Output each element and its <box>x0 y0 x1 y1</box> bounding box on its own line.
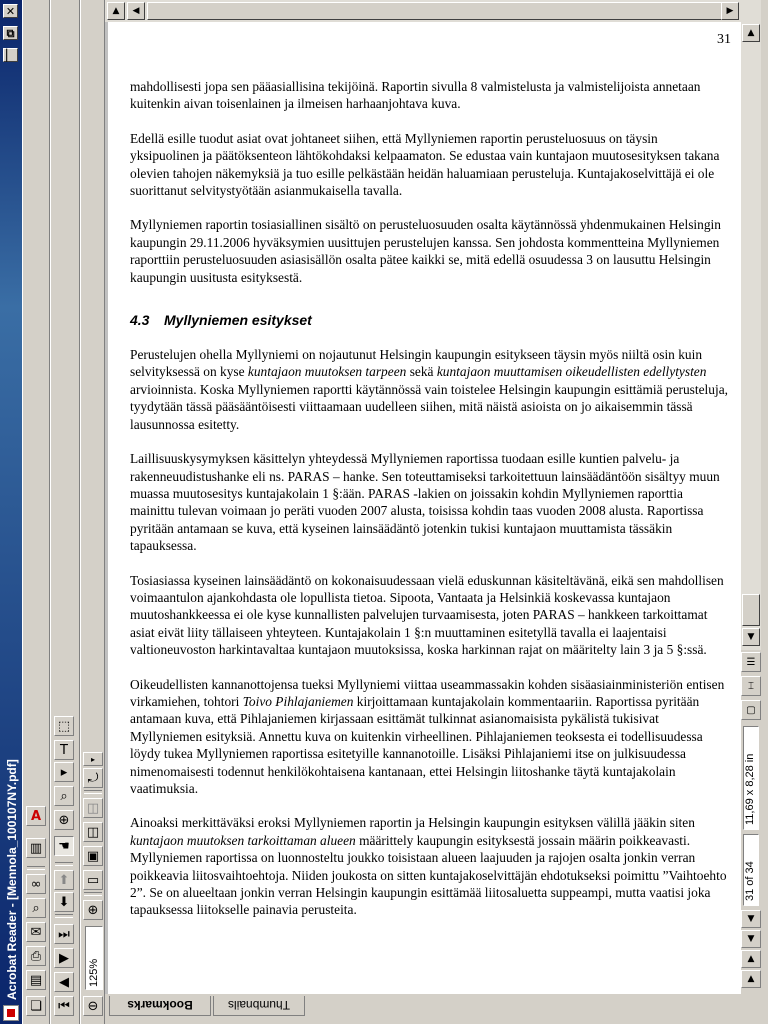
acrobat-logo-icon[interactable]: A <box>26 806 46 826</box>
page-number: 31 <box>717 32 731 47</box>
italic-run: Toivo Pihlajaniemen <box>242 693 354 709</box>
zoom-dropdown-arrow-icon[interactable]: ▸ <box>54 762 74 782</box>
paragraph: Edellä esille tuodut asiat ovat johtaneet siihen, että Myllyniemen raportin perusteluosuus on täysin yksipuolinen ja päätöksenteon lähtökohdaksi kelpaamaton. Se edustaa vain kuntajaon muutosesityksen takana olevien tahojen näkemyksiä ja tuo esille pelkästään heidän haluamiaan perusteluja. Kuntajakoselvittäjä ei ole suorittanut selvitystyötään asianmukaisella tavalla. <box>130 130 720 199</box>
save-icon[interactable]: ▤ <box>26 970 46 990</box>
page-size: 11,69 x 8,28 in <box>744 753 756 825</box>
horizontal-scrollbar[interactable] <box>105 0 741 22</box>
toolbar-file <box>22 0 50 1024</box>
rotate-view-icon[interactable]: ⤾ <box>83 768 103 788</box>
email-icon[interactable]: ✉ <box>26 922 46 942</box>
italic-run: kuntajaon muuttamisen oikeudellisten edellytysten <box>436 364 707 380</box>
first-page-status-icon[interactable]: ▲ <box>741 970 761 988</box>
status-bar <box>741 650 761 994</box>
toolbar-separator <box>55 862 73 866</box>
vertical-scroll-thumb[interactable] <box>742 594 760 626</box>
scroll-left-button[interactable]: ▲ <box>107 2 125 20</box>
document-body <box>130 78 730 936</box>
paragraph: mahdollisesti jopa sen pääasiallisina tekijöinä. Raportin sivulla 8 valmistelusta ja valmistelijoista annetaan kuitenkin aivan toisenlainen ja ilmeisen harhaanjohtava kuva. <box>130 79 701 112</box>
last-page-status-icon[interactable]: ▼ <box>741 910 761 928</box>
text-select-tool-icon[interactable]: T <box>54 740 74 760</box>
fit-page-icon[interactable]: ▣ <box>83 846 103 866</box>
paragraph <box>130 814 730 918</box>
tab-thumbnails[interactable] <box>213 996 305 1016</box>
scroll-up-button[interactable]: ▲ <box>742 24 760 42</box>
horizontal-scroll-thumb[interactable] <box>147 2 727 20</box>
app-icon <box>3 1005 19 1021</box>
text-run: kirjoittamaan kuntajakolain kommentaariin. Raportissa pyritään antamaan kuva, että Pihlajaniemen kirjassaan esittämät tulkinnat asianomaisista pykälistä tukisivat Myllyniemen esityksiä. Annettu kuva on kuitenkin virheellinen. Pihlajaniemen teoksesta ei todellisuudessa löydy tukea Myllyniemen raportissa esitetyille kannanotoille. Lisäksi Pihlajaniemi itse on julkisuudessa nimenomaisesti todennut henkilökohtaisena kantanaan, ettei Helsingin liitoshanke täytä kuntajakolain vaatimuksia. <box>130 693 703 796</box>
italic-run: kuntajaon muutoksen tarpeen <box>247 364 407 380</box>
zoom-level-field[interactable] <box>85 926 103 990</box>
toolbar-separator <box>55 914 73 918</box>
restore-button[interactable]: ⧉ <box>3 26 18 40</box>
window-title: Acrobat Reader - [Mennola_100107NY.pdf] <box>5 759 19 1000</box>
zoom-tool-icon[interactable]: ⌕ <box>54 786 74 806</box>
text-run: Ainoaksi merkittäväksi eroksi Myllyniemen raportin ja Helsingin kaupungin esityksen välillä jääkin siten <box>130 815 695 831</box>
tab-thumbnails-label: Thumbnails <box>227 998 291 1012</box>
next-page-icon[interactable]: ▶ <box>54 948 74 968</box>
paragraph: Tosiasiassa kyseinen lainsäädäntö on kokonaisuudessaan vielä eduskunnan käsiteltävänä, eikä sen mahdollisen voimaantulon ajankohdasta ole lopullista tietoa. Sipoota, Vantaata ja Helsinkiä koskevassa kuntajaon muutoshankkeessa ei ole kyse kunnallisten palvelujen turvaamisesta, joten PARAS – hankkeen tarkoittamat asiat eivät liity tällaiseen yhteyteen. Kuntajakolain 1 §:n muuttaminen esitetyllä tavalla ei laajentaisi valtioneuvoston harkintavaltaa kuntajaon muutoksissa, koska harkinnan rajat on määritelty lain 3 ja 5 §:ssä. <box>130 572 724 658</box>
paragraph: Laillisuuskysymyksen käsittelyn yhteydessä Myllyniemen raportissa tuodaan esille kuntien palvelu- ja rakenneuudistushanke eli ns. PARAS – hanke. Sen toteuttamiseksi tarkoitettuun lainsäädäntöön sisältyy muun muassa muutosesitys kuntajakolain 1 §:ään. PARAS -lakien on joissakin kohdin Myllyniemen raporttia mainittu tulevan voimaan jo peräti vuoden 2007 alusta, toisissa kohdin taas vuoden 2008 alusta. Raportissa pyritään antamaan se kuva, että kyseinen lainsäädäntö jotenkin tukisi kuntajaon muuttamista tässäkin tapauksessa. <box>130 451 720 554</box>
graphics-select-tool-icon[interactable]: ⬚ <box>54 716 74 736</box>
facing-layout-icon[interactable]: ▢ <box>741 700 761 720</box>
section-title: Myllyniemen esitykset <box>164 312 312 329</box>
window-title-container <box>2 240 20 1000</box>
zoom-in-tool-icon[interactable]: ⊕ <box>54 810 74 830</box>
scroll-left-step-button[interactable]: ◀ <box>127 2 145 20</box>
search-icon[interactable]: ⌕ <box>26 898 46 918</box>
show-hide-navigation-icon[interactable]: ▥ <box>26 838 46 858</box>
paragraph: Myllyniemen raportin tosiasiallinen sisältö on perusteluosuuden osalta käytännössä yhdenmukainen Helsingin kaupungin 29.11.2006 hyväksymien uusittujen perustelujen kanssa. Sen johdosta kommentteina Myllyniemen raporttiin perusteluosuuden asiasisällön osalta pätee kaikki se, mitä edellä osuudessa 3 on lausuttu Helsingin kaupungin uusitusta esityksestä. <box>130 217 721 285</box>
zoom-in-icon[interactable]: ⊕ <box>83 900 103 920</box>
toolbar-view <box>80 0 105 1024</box>
fit-width-icon[interactable]: ◫ <box>83 822 103 842</box>
paragraph <box>130 346 730 433</box>
next-page-status-icon[interactable]: ▼ <box>741 930 761 948</box>
toolbar-separator <box>27 866 45 870</box>
text-run: määrittely kaupungin esityksestä jossain määrin poikkeavasti. Myllyniemen raportissa on luonnosteltu joukko toisistaan alueen laajuuden ja rajojen osalta jonkin verran poikkeavia liitosvaihtoehtoja. Niiden joukosta on sitten kuntajakoselvittäjän ehdotukseksi poimittu ”Vaihtoehto 2”. Se on alueeltaan jonkin verran Helsingin kaupungin esittämää liitosaluetta suppeampi, mutta vaatisi joka tapauksessa liitokselle painavia perusteita. <box>130 832 727 918</box>
single-page-layout-icon[interactable]: ☰ <box>741 652 761 672</box>
previous-page-status-icon[interactable]: ▲ <box>741 950 761 968</box>
section-number: 4.3 <box>130 312 150 329</box>
previous-page-icon[interactable]: ◀ <box>54 972 74 992</box>
toolbar-separator <box>84 892 102 896</box>
hand-tool-icon[interactable]: ☚ <box>54 836 74 856</box>
close-button[interactable]: ✕ <box>3 4 18 18</box>
more-tools-arrow-icon[interactable]: ▸ <box>83 752 103 766</box>
toolbar-tools <box>50 0 80 1024</box>
go-forward-icon[interactable]: ⬆ <box>54 870 74 890</box>
print-icon[interactable]: ⎙ <box>26 946 46 966</box>
section-heading <box>130 312 730 328</box>
italic-run: kuntajaon muutoksen tarkoittaman alueen <box>130 832 356 848</box>
binoculars-icon[interactable]: ∞ <box>26 874 46 894</box>
window-edge <box>761 0 768 994</box>
text-run: sekä <box>406 364 437 380</box>
toolbar-separator <box>84 790 102 794</box>
minimize-button[interactable]: ▏ <box>3 48 18 62</box>
tab-bookmarks[interactable] <box>109 996 211 1016</box>
zoom-out-icon[interactable]: ⊖ <box>83 996 103 1016</box>
last-page-icon[interactable]: ⏭ <box>54 924 74 944</box>
text-run: Oikeudellisten kannanottojensa tueksi Myllyniemi viittaa useammassakin kohden sisäasiainministeriön entisen virkamiehen, tohtori <box>130 676 725 709</box>
scroll-down-button[interactable]: ▼ <box>742 628 760 646</box>
text-run: arvioinnista. Koska Myllyniemen raportti käytännössä vain toistelee Helsingin kaupungin esittämiä perusteluja, tyydytään tässä pääsääntöisesti viittaamaan uudelleen siihen, mitä näistä asioista on jo aikaisemmin tässä lausunnossa esitetty. <box>130 381 728 432</box>
first-page-icon[interactable]: ⏮ <box>54 996 74 1016</box>
go-back-icon[interactable]: ⬇ <box>54 892 74 912</box>
scroll-right-button[interactable]: ▶ <box>721 2 739 20</box>
page-number-field[interactable] <box>743 834 759 906</box>
document-page[interactable] <box>108 22 741 994</box>
navigation-pane-tabs <box>105 994 768 1024</box>
text-run: Perustelujen ohella Myllyniemi on nojautunut Helsingin kaupungin esitykseen täysin myös niiltä osin kuin selvityksessä on kyse <box>130 347 703 380</box>
open-icon[interactable]: ❏ <box>26 996 46 1016</box>
title-bar <box>0 0 22 1024</box>
page-number-of-total: 31 of 34 <box>744 861 756 901</box>
paragraph <box>130 676 730 798</box>
tab-bookmarks-label: Bookmarks <box>127 998 193 1012</box>
page-size-display <box>743 726 759 830</box>
actual-size-icon[interactable]: ▭ <box>83 870 103 890</box>
continuous-layout-icon[interactable]: ⌶ <box>741 676 761 696</box>
zoom-level-value: 125% <box>88 958 100 987</box>
fit-visible-icon[interactable]: ◫ <box>83 798 103 818</box>
